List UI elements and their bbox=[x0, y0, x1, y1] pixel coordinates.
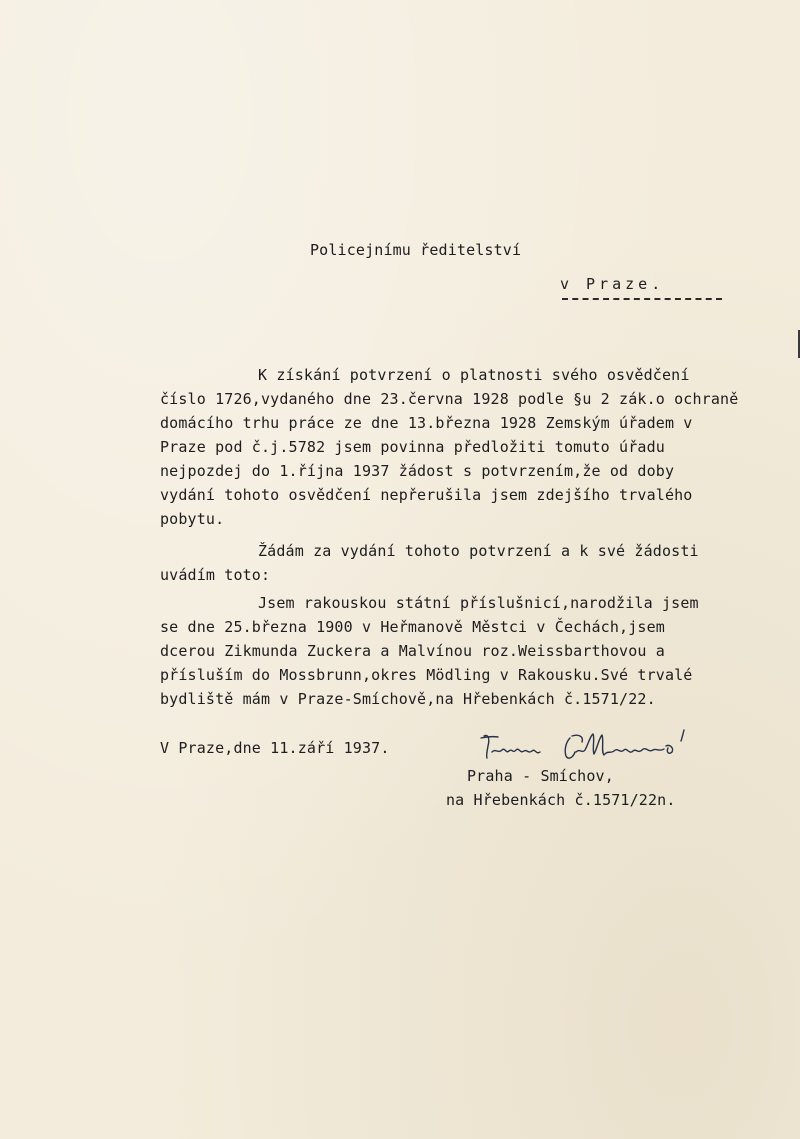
paragraph-3-line-5: bydliště mám v Praze-Smíchově,na Hřebenkách č.1571/22. bbox=[160, 690, 656, 708]
paragraph-3-line-4: přísluším do Mossbrunn,okres Mödling v Rakousku.Své trvalé bbox=[160, 666, 693, 684]
sender-address-line-2: na Hřebenkách č.1571/22n. bbox=[446, 791, 676, 809]
sender-address-line-1: Praha - Smíchov, bbox=[467, 767, 614, 785]
place-date: V Praze,dne 11.září 1937. bbox=[160, 739, 390, 757]
recipient-name: Policejnímu ředitelství bbox=[310, 241, 522, 259]
paragraph-3-line-1: Jsem rakouskou státní příslušnicí,narodžila jsem bbox=[258, 594, 699, 612]
paragraph-1-line-7: pobytu. bbox=[160, 510, 225, 528]
handwritten-signature bbox=[478, 728, 693, 768]
paragraph-2-line-2: uvádím toto: bbox=[160, 566, 271, 584]
paragraph-1-line-4: Praze pod č.j.5782 jsem povinna předložiti tomuto úřadu bbox=[160, 438, 665, 456]
paragraph-3-line-2: se dne 25.března 1900 v Heřmanově Městci v Čechách,jsem bbox=[160, 618, 665, 636]
address-underline bbox=[562, 298, 722, 300]
paragraph-2-line-1: Žádám za vydání tohoto potvrzení a k své žádosti bbox=[258, 542, 699, 560]
paragraph-3-line-3: dcerou Zikmunda Zuckera a Malvínou roz.Weissbarthovou a bbox=[160, 642, 665, 660]
paragraph-1-line-1: K získání potvrzení o platnosti svého osvědčení bbox=[258, 366, 690, 384]
paragraph-1-line-6: vydání tohoto osvědčení nepřerušila jsem zdejšího trvalého bbox=[160, 486, 693, 504]
paragraph-1-line-2: číslo 1726,vydaného dne 23.června 1928 podle §u 2 zák.o ochraně bbox=[160, 390, 739, 408]
paragraph-1-line-3: domácího trhu práce ze dne 13.března 1928 Zemským úřadem v bbox=[160, 414, 693, 432]
paragraph-1-line-5: nejpozdej do 1.října 1937 žádost s potvrzením,že od doby bbox=[160, 462, 675, 480]
recipient-city: v Praze. bbox=[560, 275, 665, 293]
